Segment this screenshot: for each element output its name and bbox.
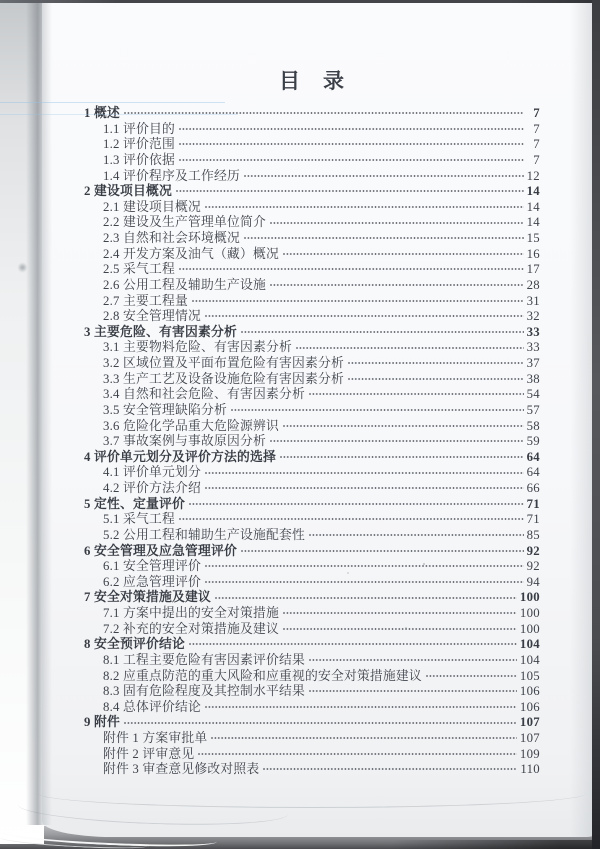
toc-entry: [84, 508, 540, 527]
toc-entry: [84, 524, 540, 540]
dot-leader: [179, 268, 524, 270]
toc-entry-page-number: 64: [526, 449, 540, 464]
dot-leader: [348, 362, 524, 364]
toc-entry-label: 附件 3 审查意见修改对照表: [103, 762, 260, 777]
toc-entry-page-number: 85: [526, 527, 540, 542]
document-page: [42, 3, 593, 837]
toc-entry-label: 3.6 危险化学品重大危险源辨识: [103, 418, 279, 433]
dot-leader: [309, 690, 517, 692]
toc-entry-label: 8.1 工程主要危险有害因素评价结果: [103, 652, 305, 667]
toc-entry-page-number: 14: [526, 199, 540, 214]
toc-entry-label: 8.2 应重点防范的重大风险和应重视的安全对策措施建议: [103, 668, 422, 683]
toc-entry: [84, 477, 540, 493]
toc-entry: [84, 336, 540, 355]
toc-entry-page-number: 64: [526, 465, 540, 480]
toc-entry-page-number: 14: [526, 184, 540, 199]
toc-entry-page-number: 71: [526, 496, 540, 511]
toc-entry-label: 2.8 安全管理情况: [103, 309, 201, 324]
toc-entry-page-number: 109: [519, 746, 540, 761]
toc-entry-page-number: 100: [519, 606, 540, 620]
dot-leader: [205, 206, 524, 208]
dot-leader: [283, 628, 517, 630]
toc-entry: [84, 446, 540, 462]
toc-entry-page-number: 92: [526, 559, 540, 574]
toc-entry-page-number: 104: [519, 637, 540, 652]
scan-artifact-line: [0, 102, 225, 103]
toc-entry-label: 6.1 安全管理评价: [103, 559, 201, 574]
dot-leader: [244, 237, 524, 239]
toc-entry: [84, 290, 540, 306]
toc-entry: [84, 227, 540, 243]
dot-leader: [283, 612, 517, 614]
toc-entry-label: 3 主要危险、有害因素分析: [84, 324, 237, 339]
toc-entry: [84, 633, 540, 652]
toc-entry-label: 2.3 自然和社会环境概况: [103, 231, 240, 245]
toc-entry-page-number: 7: [533, 121, 540, 136]
toc-entry-label: 4 评价单元划分及评价方法的选择: [84, 449, 276, 464]
dot-leader: [176, 190, 524, 192]
toc-entry-label: 1.4 评价程序及工作经历: [103, 168, 240, 183]
dot-leader: [270, 284, 524, 286]
toc-entry: [84, 133, 540, 152]
toc-entry-page-number: 107: [519, 731, 540, 745]
toc-entry-label: 1.2 评价范围: [103, 137, 175, 152]
toc-entry: [84, 618, 540, 634]
toc-entry: [84, 461, 540, 480]
dot-leader: [426, 675, 517, 677]
toc-entry: [84, 649, 540, 665]
dot-leader: [348, 378, 524, 380]
toc-entry: [84, 540, 540, 556]
toc-entry: [84, 743, 540, 759]
toc-entry-page-number: 37: [526, 356, 540, 370]
toc-entry-label: 1.1 评价目的: [103, 121, 175, 136]
toc-entry-label: 2.4 开发方案及油气（藏）概况: [103, 246, 279, 261]
toc-entry: [84, 165, 540, 181]
toc-entry-page-number: 57: [526, 402, 540, 417]
toc-entry: [84, 274, 540, 290]
toc-entry-label: 3.4 自然和社会危险、有害因素分析: [103, 387, 305, 402]
toc-entry-label: 2.6 公用工程及辅助生产设施: [103, 277, 266, 292]
scan-speck: [405, 627, 407, 629]
scan-edge-top: [0, 0, 600, 3]
toc-entry-page-number: 33: [526, 340, 540, 355]
toc-entry-label: 2.7 主要工程量: [103, 293, 188, 308]
toc-entry-label: 3.1 主要物料危险、有害因素分析: [103, 340, 292, 355]
dot-leader: [309, 534, 524, 536]
dot-leader: [205, 565, 524, 567]
toc-entry-label: 3.7 事故案例与事故原因分析: [103, 434, 266, 449]
toc-entry-page-number: 58: [526, 418, 540, 433]
toc-entry-label: 2 建设项目概况: [84, 184, 172, 199]
toc-entry-page-number: 33: [526, 324, 540, 339]
toc-entry-page-number: 100: [519, 590, 540, 605]
toc-entry-page-number: 59: [526, 434, 540, 449]
toc-entry-page-number: 17: [526, 262, 540, 277]
toc-entry-label: 2.1 建设项目概况: [103, 199, 201, 214]
dot-leader: [263, 768, 517, 770]
scan-artifact-line: [0, 114, 238, 115]
toc-entry-page-number: 54: [526, 387, 540, 402]
scan-corner-shadow: [392, 840, 592, 849]
toc-entry-page-number: 107: [519, 715, 540, 730]
toc-entry: [84, 602, 540, 618]
toc-entry-label: 3.2 区域位置及平面布置危险有害因素分析: [103, 356, 344, 370]
dot-leader: [283, 425, 524, 427]
dot-leader: [244, 175, 524, 177]
dot-leader: [124, 722, 517, 724]
toc-entry: [84, 430, 540, 449]
dot-leader: [231, 409, 524, 411]
toc-entry: [84, 493, 540, 509]
toc-entry: [84, 758, 540, 777]
toc-entry-page-number: 110: [520, 762, 540, 777]
toc-entry-label: 5 定性、定量评价: [84, 496, 185, 511]
toc-entry-page-number: 14: [526, 215, 540, 230]
toc-entry-page-number: 12: [526, 168, 540, 183]
dot-leader: [309, 659, 517, 661]
toc-entry-page-number: 71: [526, 512, 540, 527]
toc-entry-page-number: 15: [526, 231, 540, 245]
toc-entry-page-number: 16: [526, 246, 540, 261]
dot-leader: [211, 737, 517, 739]
toc-entry-page-number: 106: [519, 699, 540, 714]
dot-leader: [192, 300, 524, 302]
toc-entry-label: 附件 2 评审意见: [103, 746, 195, 761]
dot-leader: [205, 581, 524, 583]
dot-leader: [215, 597, 517, 599]
toc-entry-label: 8.4 总体评价结论: [103, 699, 201, 714]
dot-leader: [205, 706, 517, 708]
toc-entry: [84, 196, 540, 212]
toc-entry-page-number: 106: [519, 684, 540, 699]
dot-leader: [179, 518, 524, 520]
toc-entry-page-number: 32: [526, 309, 540, 324]
toc-entry-label: 4.1 评价单元划分: [103, 465, 201, 480]
toc-entry-label: 1.3 评价依据: [103, 152, 175, 167]
dot-leader: [241, 550, 524, 552]
toc-entry-label: 8.3 固有危险程度及其控制水平结果: [103, 684, 305, 699]
toc-entry-label: 2.5 采气工程: [103, 262, 175, 277]
toc-entry: [84, 555, 540, 574]
toc-entry: [84, 415, 540, 431]
toc-entry-page-number: 7: [533, 137, 540, 152]
toc-entry-label: 附件 1 方案审批单: [103, 731, 208, 745]
toc-entry: [84, 305, 540, 324]
toc-entry-page-number: 28: [526, 277, 540, 292]
toc-list: [84, 102, 540, 777]
toc-entry: [84, 180, 540, 199]
dot-leader: [309, 393, 524, 395]
dot-leader: [179, 159, 524, 161]
scan-smudge: [18, 262, 27, 273]
toc-entry-label: 4.2 评价方法介绍: [103, 481, 201, 495]
toc-entry: [84, 665, 540, 681]
dot-leader: [283, 253, 524, 255]
toc-entry-label: 2.2 建设及生产管理单位简介: [103, 215, 266, 230]
toc-entry: [84, 211, 540, 230]
toc-entry: [84, 368, 540, 384]
dot-leader: [280, 456, 524, 458]
toc-entry-page-number: 92: [526, 543, 540, 558]
dot-leader: [179, 143, 524, 145]
toc-entry-label: 6.2 应急管理评价: [103, 574, 201, 589]
scan-edge-right: [592, 0, 600, 849]
toc-entry-page-number: 38: [526, 371, 540, 386]
toc-entry-page-number: 7: [533, 152, 540, 167]
toc-entry-page-number: 7: [533, 106, 540, 120]
toc-entry: [84, 696, 540, 712]
dot-leader: [179, 128, 524, 130]
toc-entry: [84, 118, 540, 134]
page-left-edge-shadow: [26, 3, 52, 825]
dot-leader: [205, 472, 524, 474]
toc-entry: [84, 727, 540, 743]
toc-entry: [84, 571, 540, 587]
toc-entry: [84, 586, 540, 605]
page-title: 目 录: [279, 69, 345, 93]
toc-entry-label: 7.2 补充的安全对策措施及建议: [103, 621, 279, 636]
toc-entry-label: 3.3 生产工艺及设备设施危险有害因素分析: [103, 371, 344, 386]
dot-leader: [270, 440, 524, 442]
toc-entry-page-number: 105: [519, 668, 540, 683]
dot-leader: [189, 503, 524, 505]
toc-entry-label: 5.2 公用工程和辅助生产设施配套性: [103, 527, 305, 542]
dot-leader: [296, 347, 524, 349]
toc-entry-label: 1 概述: [84, 106, 120, 120]
toc-entry: [84, 102, 540, 118]
toc-entry: [84, 243, 540, 259]
toc-entry: [84, 258, 540, 277]
dot-leader: [189, 643, 517, 645]
toc-entry-label: 7 安全对策措施及建议: [84, 590, 211, 605]
toc-entry-page-number: 104: [519, 652, 540, 667]
dot-leader: [205, 315, 524, 317]
page-right-edge-shadow: [570, 3, 592, 837]
toc-entry: [84, 352, 540, 368]
scan-speck: [347, 572, 349, 574]
toc-entry: [84, 149, 540, 165]
toc-entry-label: 9 附件: [84, 715, 120, 730]
toc-entry-label: 6 安全管理及应急管理评价: [84, 543, 237, 558]
toc-entry-label: 7.1 方案中提出的安全对策措施: [103, 606, 279, 620]
toc-entry-page-number: 100: [519, 621, 540, 636]
toc-entry: [84, 399, 540, 415]
toc-entry-label: 3.5 安全管理缺陷分析: [103, 402, 227, 417]
toc-entry-page-number: 31: [526, 293, 540, 308]
toc-entry-page-number: 94: [526, 574, 540, 589]
dot-leader: [270, 222, 524, 224]
toc-entry-page-number: 66: [526, 481, 540, 495]
dot-leader: [205, 487, 524, 489]
toc-entry-label: 8 安全预评价结论: [84, 637, 185, 652]
toc-content: [84, 69, 540, 777]
dot-leader: [198, 753, 517, 755]
scan-speck: [423, 563, 425, 565]
toc-entry: [84, 321, 540, 337]
dot-leader: [241, 331, 524, 333]
toc-entry-label: 5.1 采气工程: [103, 512, 175, 527]
